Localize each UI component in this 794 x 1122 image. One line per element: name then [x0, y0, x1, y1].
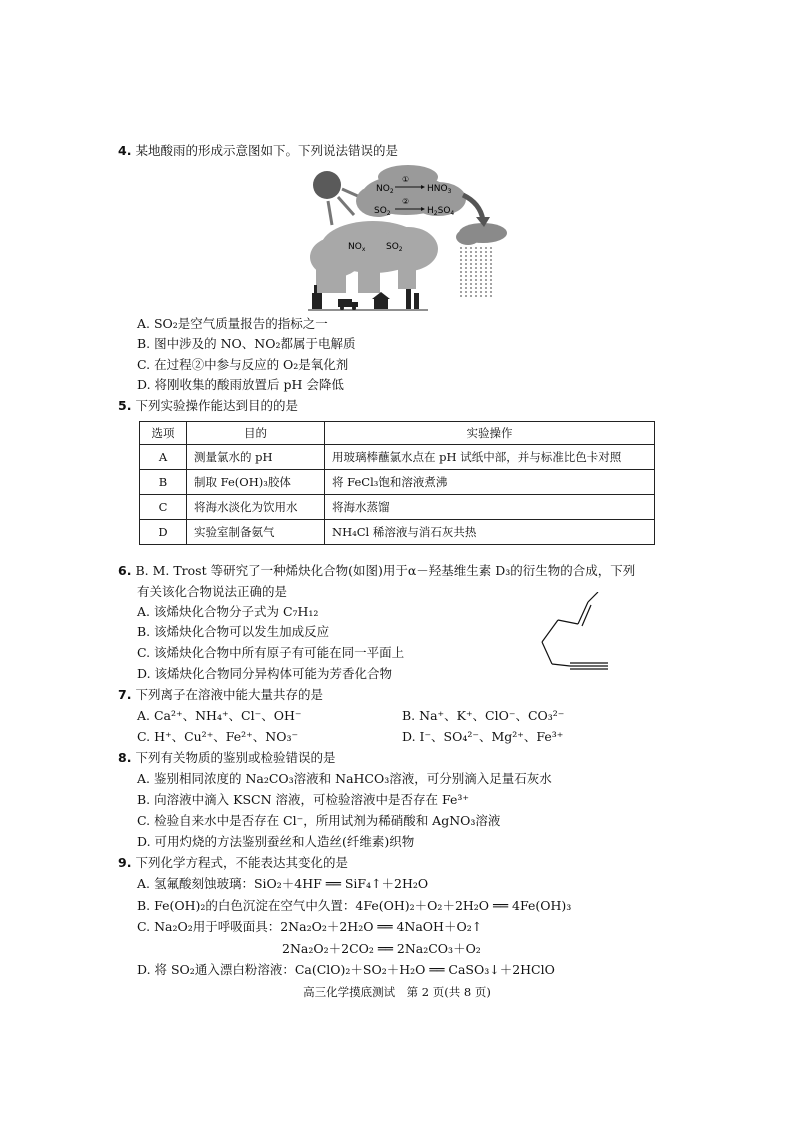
- table-row: D 实验室制备氨气 NH₄Cl 稀溶液与消石灰共热: [140, 520, 655, 545]
- q7-option-d: D. I⁻、SO₄²⁻、Mg²⁺、Fe³⁺: [402, 729, 564, 744]
- truck-icon: [338, 299, 358, 310]
- q8-option-a: A. 鉴别相同浓度的 Na₂CO₃溶液和 NaHCO₃溶液，可分别滴入足量石灰水: [137, 771, 552, 786]
- q6-option-c: C. 该烯炔化合物中所有原子有可能在同一平面上: [137, 645, 405, 660]
- svg-text:SO2: $SO_2$: [374, 206, 391, 217]
- svg-text:SO2: $SO_2$: [386, 242, 403, 253]
- flow-arrow: [463, 195, 483, 220]
- q6-option-a: A. 该烯炔化合物分子式为 C₇H₁₂: [137, 604, 319, 619]
- q9-stem: 下列化学方程式，不能表达其变化的是: [135, 855, 348, 870]
- q9-option-b: B. Fe(OH)₂的白色沉淀在空气中久置：4Fe(OH)₂＋O₂＋2H₂O ══ 4Fe(OH)₃: [137, 898, 572, 913]
- q8-stem: 下列有关物质的鉴别或检验错误的是: [135, 750, 336, 765]
- q6-option-b: B. 该烯炔化合物可以发生加成反应: [137, 624, 330, 639]
- q8-stem-line: [118, 750, 335, 766]
- q9-option-c-line1: C. Na₂O₂用于呼吸面具：2Na₂O₂＋2H₂O ══ 4NaOH＋O₂↑: [137, 919, 483, 934]
- q4-option-b: B. 图中涉及的 NO、NO₂都属于电解质: [137, 336, 356, 351]
- house-icon: [372, 292, 390, 309]
- pollution-cloud: [310, 221, 438, 293]
- enyne-structure: [538, 592, 618, 674]
- q8-option-c: C. 检验自来水中是否存在 Cl⁻，所用试剂为稀硝酸和 AgNO₃溶液: [137, 813, 501, 828]
- q5-number: 5.: [118, 398, 132, 413]
- svg-text:NOx: $NO_x$: [348, 242, 366, 253]
- page-footer: 高三化学摸底测试 第 2 页(共 8 页): [303, 985, 491, 999]
- table-row: B 制取 Fe(OH)₃胶体 将 FeCl₃饱和溶液煮沸: [140, 470, 655, 495]
- q9-number: 9.: [118, 855, 132, 870]
- header-operation: 实验操作: [325, 422, 655, 445]
- acid-rain-figure: [298, 165, 514, 315]
- q4-stem: 某地酸雨的形成示意图如下。下列说法错误的是: [135, 143, 398, 158]
- q7-option-a: A. Ca²⁺、NH₄⁺、Cl⁻、OH⁻: [137, 708, 302, 723]
- q6-stem-2: 有关该化合物说法正确的是: [137, 584, 288, 599]
- q4-stem-line: [118, 143, 398, 159]
- q5-table: [139, 421, 655, 545]
- q7-number: 7.: [118, 687, 132, 702]
- q7-stem: 下列离子在溶液中能大量共存的是: [135, 687, 323, 702]
- rain-drops: [461, 247, 491, 297]
- q7-option-b: B. Na⁺、K⁺、ClO⁻、CO₃²⁻: [402, 708, 565, 723]
- q4-option-a: A. SO₂是空气质量报告的指标之一: [137, 316, 328, 331]
- q6-number: 6.: [118, 563, 132, 578]
- sun-icon: [313, 171, 341, 199]
- table-row: C 将海水淡化为饮用水 将海水蒸馏: [140, 495, 655, 520]
- q7-stem-line: [118, 687, 323, 703]
- q9-option-c-line2: 2Na₂O₂＋2CO₂ ══ 2Na₂CO₃＋O₂: [282, 941, 481, 956]
- q6-stem-line: [118, 563, 635, 579]
- q5-stem-line: [118, 398, 298, 414]
- q9-option-d: D. 将 SO₂通入漂白粉溶液：Ca(ClO)₂＋SO₂＋H₂O ══ CaSO₃↓＋2HClO: [137, 962, 555, 977]
- svg-text:NO2: $NO_2$: [376, 184, 394, 195]
- svg-text:②: ②: [402, 197, 410, 206]
- svg-text:H2SO4: $H_2SO_4$: [427, 206, 455, 217]
- q4-number: 4.: [118, 143, 132, 158]
- q6-stem-1: B. M. Trost 等研究了一种烯炔化合物(如图)用于α－羟基维生素 D₃的衍生物的合成，下列: [135, 563, 636, 578]
- q4-option-c: C. 在过程②中参与反应的 O₂是氧化剂: [137, 357, 349, 372]
- q8-option-b: B. 向溶液中滴入 KSCN 溶液，可检验溶液中是否存在 Fe³⁺: [137, 792, 469, 807]
- q7-option-c: C. H⁺、Cu²⁺、Fe²⁺、NO₃⁻: [137, 729, 299, 744]
- q4-option-d: D. 将刚收集的酸雨放置后 pH 会降低: [137, 377, 344, 392]
- svg-text:①: ①: [402, 175, 410, 184]
- header-purpose: 目的: [187, 422, 325, 445]
- q8-option-d: D. 可用灼烧的方法鉴别蚕丝和人造丝(纤维素)织物: [137, 834, 415, 849]
- q9-stem-line: [118, 855, 348, 871]
- q5-stem: 下列实验操作能达到目的的是: [135, 398, 298, 413]
- header-option: 选项: [140, 422, 187, 445]
- table-row: A 测量氯水的 pH 用玻璃棒蘸氯水点在 pH 试纸中部，并与标准比色卡对照: [140, 445, 655, 470]
- q6-option-d: D. 该烯炔化合物同分异构体可能为芳香化合物: [137, 666, 393, 681]
- q9-option-a: A. 氢氟酸刻蚀玻璃：SiO₂＋4HF ══ SiF₄↑＋2H₂O: [137, 876, 429, 891]
- q8-number: 8.: [118, 750, 132, 765]
- rain-cloud: [456, 223, 507, 245]
- chimney-icon: [406, 289, 419, 309]
- table-header-row: [140, 422, 655, 445]
- svg-text:HNO3: $HNO_3$: [427, 184, 452, 195]
